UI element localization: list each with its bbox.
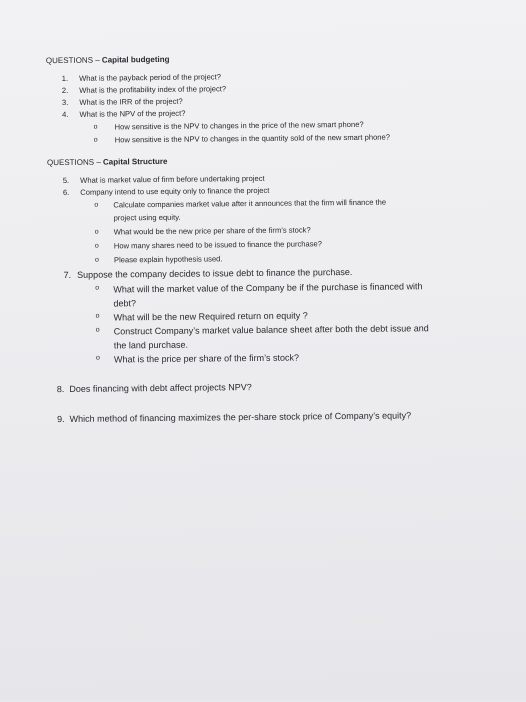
item-number: 2. [61,85,69,96]
subitem-text: Calculate companies market value after it announces that the firm will finance the [113,197,387,210]
item-text: Company intend to use equity only to finance the project [80,185,270,197]
item-text: What is the IRR of the project? [79,96,183,107]
section-heading-capital-structure [47,157,168,167]
subitem-text: What will the market value of the Company be if the purchase is financed with [113,281,423,295]
heading-bold: Capital Structure [102,156,168,167]
subitem-text: debt? [113,298,137,309]
list-subitem-continuation [95,210,495,224]
list-subitem [95,238,495,252]
list-subitem [95,252,495,266]
subitem-text: the land purchase. [113,339,188,351]
heading-bold: Capital budgeting [101,54,170,65]
subitem-text: What will be the new Required return on equity ? [113,310,308,323]
bullet-icon: o [95,312,100,320]
item-number: 9. [57,413,65,425]
list-subitem [96,350,506,366]
bullet-icon: o [94,228,99,236]
subitem-text: Construct Company’s market value balance sheet after both the debt issue and [113,323,429,337]
section-heading-capital-budgeting [46,55,170,65]
item-number: 8. [56,383,65,395]
list-item [54,106,494,121]
item-text: What is the NPV of the project? [79,108,186,119]
bullet-icon: o [94,242,99,250]
item-number: 6. [62,187,70,197]
item-text: Suppose the company decides to issue debt to finance the purchase. [77,266,353,280]
list-item [51,409,511,426]
list-item [50,380,490,397]
subitem-text: How sensitive is the NPV to changes in the price of the new smart phone? [114,119,364,132]
item-number: 1. [61,73,69,84]
list-subitem [94,119,494,133]
bullet-icon: o [95,354,100,362]
subitem-text: What would be the new price per share of the firm’s stock? [113,225,311,237]
bullet-icon: o [94,256,99,264]
item-text: What is the profitability index of the project? [79,84,227,95]
item-number: 5. [62,175,70,186]
list-item [57,265,497,282]
list-item [55,184,495,199]
bullet-icon: o [93,123,98,131]
item-text: What is market value of firm before undertaking project [80,173,265,185]
subitem-text: Please explain hypothesis used. [113,254,223,265]
subitem-text: How many shares need to be issued to finance the purchase? [113,239,323,251]
subitem-text: What is the price per share of the firm’s stock? [113,352,299,365]
list-subitem [94,197,494,211]
item-number: 7. [63,269,72,280]
list-subitem [95,224,495,238]
heading-prefix: QUESTIONS – [46,157,104,168]
item-text: Does financing with debt affect projects NPV? [69,382,252,394]
item-text: Which method of financing maximizes the per-share stock price of Company’s equity? [69,410,412,424]
bullet-icon: o [95,284,100,292]
bullet-icon: o [95,326,100,334]
item-text: What is the payback period of the project? [79,72,221,83]
bullet-icon: o [93,136,98,144]
item-number: 4. [62,109,69,120]
heading-prefix: QUESTIONS – [45,55,102,66]
subitem-text: How sensitive is the NPV to changes in the quantity sold of the new smart phone? [114,132,390,145]
list-subitem [94,132,494,146]
subitem-text: project using equity. [113,212,181,223]
bullet-icon: o [94,201,99,209]
item-number: 3. [61,97,69,108]
